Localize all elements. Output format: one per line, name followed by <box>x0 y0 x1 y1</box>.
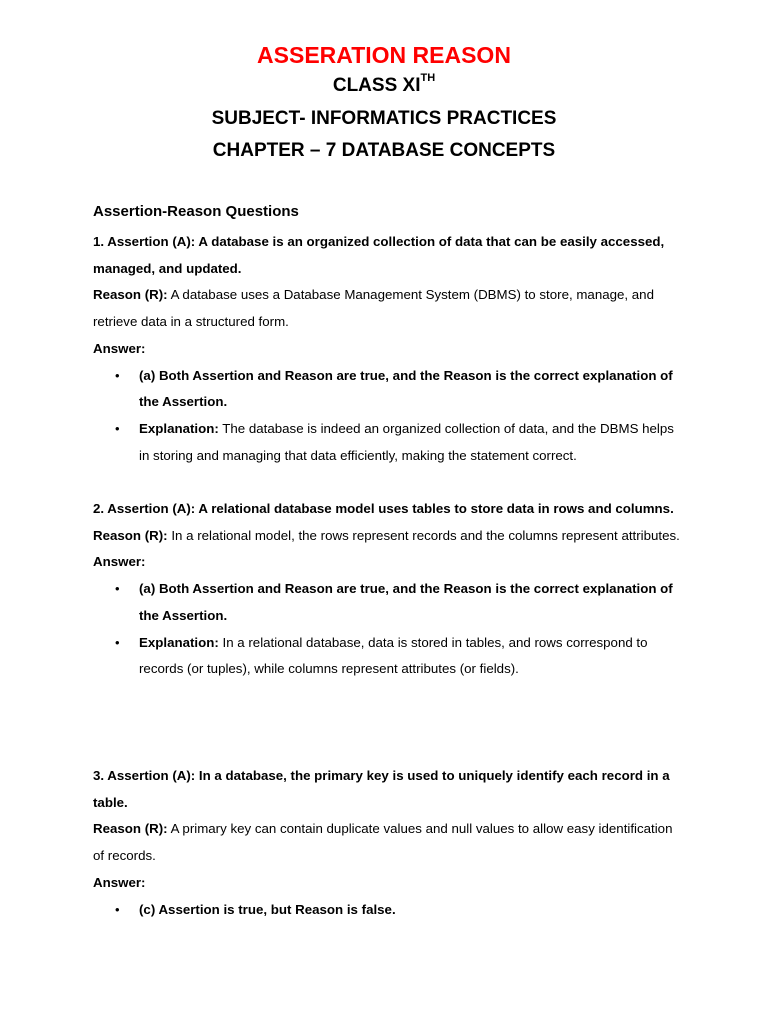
question-2-option: (a) Both Assertion and Reason are true, and the Reason is the correct explanation of the Assertion. <box>139 581 673 623</box>
question-1-answer-list <box>93 363 683 470</box>
question-1-explanation: The database is indeed an organized collection of data, and the DBMS helps in storing and managing that data efficiently, making the statement correct. <box>139 420 674 463</box>
class-label: CLASS XI <box>332 75 421 96</box>
class-heading <box>0 72 768 97</box>
question-1-reason <box>93 282 683 335</box>
answer-label: Answer: <box>93 874 146 890</box>
question-2-assertion: 2. Assertion (A): A relational database model uses tables to store data in rows and columns. <box>93 501 674 516</box>
answer-label: Answer: <box>93 554 146 570</box>
question-2-answer-list <box>93 576 683 683</box>
list-item <box>93 363 683 416</box>
list-item <box>93 630 683 683</box>
question-3-answer-list <box>93 897 683 924</box>
answer-label: Answer: <box>93 340 146 356</box>
question-2 <box>93 496 683 683</box>
bullet-icon: • <box>115 634 120 650</box>
section-heading: Assertion-Reason Questions <box>93 203 299 220</box>
reason-label: Reason (R): <box>93 287 168 303</box>
question-1-assertion: 1. Assertion (A): A database is an organized collection of data that can be easily accessed, managed, and updated. <box>93 234 665 276</box>
question-2-reason-text: In a relational model, the rows represent records and the columns represent attributes. <box>171 527 680 543</box>
document-title: ASSERATION REASON <box>257 42 511 68</box>
list-item <box>93 576 683 629</box>
question-3 <box>93 763 683 923</box>
question-3-option: (c) Assertion is true, but Reason is false. <box>139 901 396 917</box>
question-3-assertion: 3. Assertion (A): In a database, the primary key is used to uniquely identify each record in a table. <box>93 768 670 810</box>
class-superscript: TH <box>420 72 436 84</box>
question-3-reason-text: A primary key can contain duplicate values and null values to allow easy identification of records. <box>93 821 673 864</box>
question-1 <box>93 229 683 469</box>
explanation-label: Explanation: <box>139 420 219 436</box>
list-item <box>93 897 683 924</box>
question-3-reason <box>93 816 683 869</box>
bullet-icon: • <box>115 420 120 436</box>
explanation-label: Explanation: <box>139 634 219 650</box>
subject-heading: SUBJECT- INFORMATICS PRACTICES <box>211 108 557 129</box>
bullet-icon: • <box>115 901 120 917</box>
question-1-reason-text: A database uses a Database Management System (DBMS) to store, manage, and retrieve data in a structured form. <box>93 287 654 330</box>
question-2-reason <box>93 523 683 550</box>
question-1-option: (a) Both Assertion and Reason are true, and the Reason is the correct explanation of the Assertion. <box>139 367 673 410</box>
list-item <box>93 416 683 469</box>
bullet-icon: • <box>115 581 120 597</box>
reason-label: Reason (R): <box>93 527 168 543</box>
question-2-explanation: In a relational database, data is stored in tables, and rows correspond to records (or tuples), while columns represent attributes (or fields). <box>139 634 648 677</box>
chapter-heading: CHAPTER – 7 DATABASE CONCEPTS <box>212 140 556 161</box>
reason-label: Reason (R): <box>93 821 168 837</box>
bullet-icon: • <box>115 367 120 383</box>
